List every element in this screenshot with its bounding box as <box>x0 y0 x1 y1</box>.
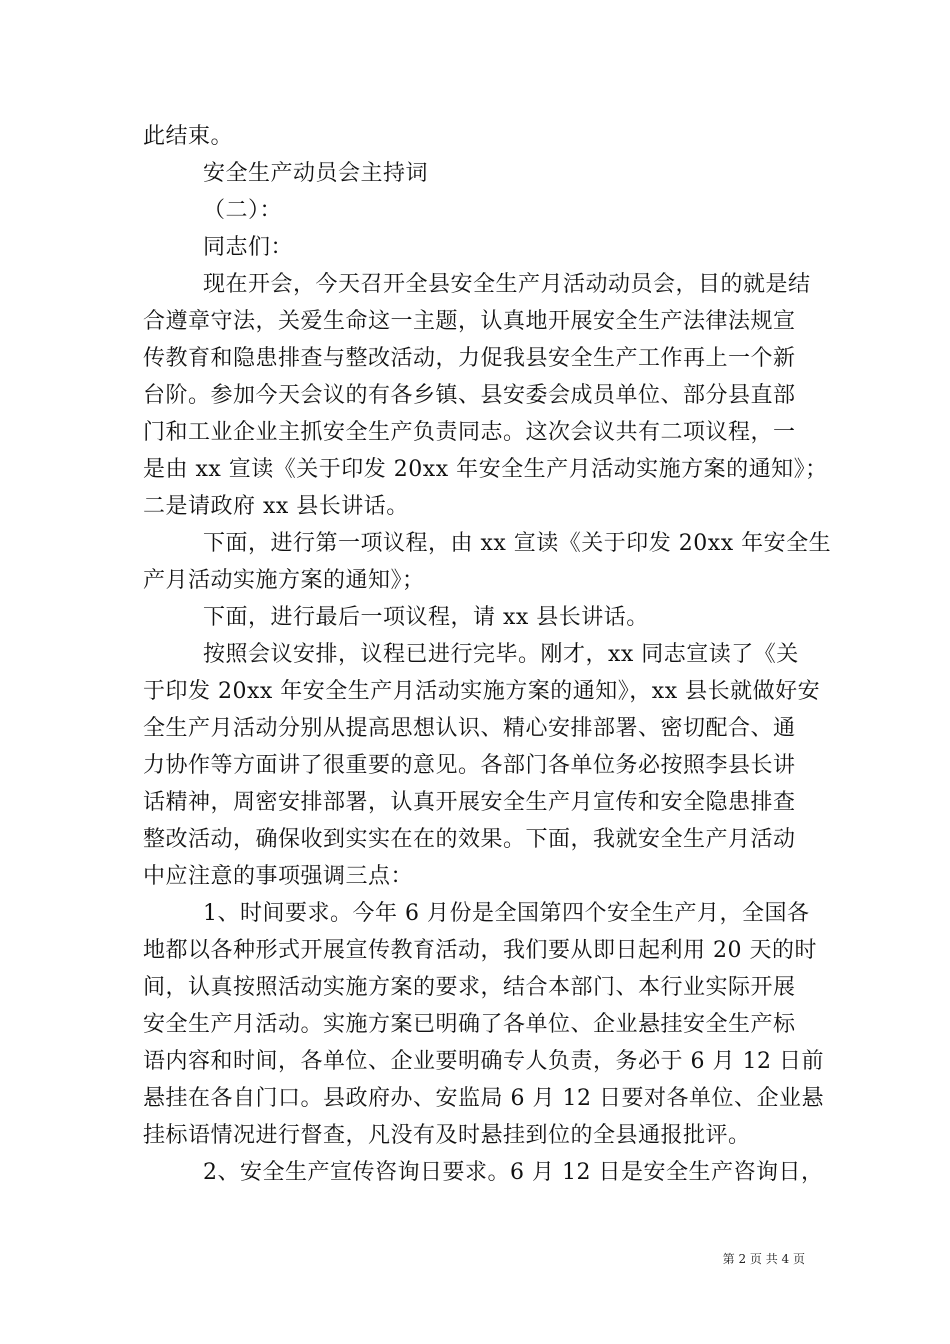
text-line: 下面，进行最后一项议程，请 xx 县长讲话。 <box>203 605 649 630</box>
text-line: 此结束。 <box>143 124 234 149</box>
text-line: 门和工业企业主抓安全生产负责同志。这次会议共有二项议程，一 <box>143 420 796 445</box>
text-line: 二是请政府 xx 县长讲话。 <box>143 494 409 519</box>
text-line: 力协作等方面讲了很重要的意见。各部门各单位务必按照李县长讲 <box>143 753 796 778</box>
text-line: 悬挂在各自门口。县政府办、安监局 6 月 12 日要对各单位、企业悬 <box>143 1086 824 1111</box>
page-number-footer: 第 2 页 共 4 页 <box>722 1252 805 1266</box>
text-line: 按照会议安排，议程已进行完毕。刚才，xx 同志宣读了《关 <box>203 642 799 667</box>
text-line: 语内容和时间，各单位、企业要明确专人负责，务必于 6 月 12 日前 <box>143 1049 824 1074</box>
text-line: 地都以各种形式开展宣传教育活动，我们要从即日起利用 20 天的时 <box>143 938 817 963</box>
text-line: 产月活动实施方案的通知》； <box>143 568 425 593</box>
text-line: 台阶。参加今天会议的有各乡镇、县安委会成员单位、部分县直部 <box>143 383 796 408</box>
text-line: 整改活动，确保收到实实在在的效果。下面，我就安全生产月活动 <box>143 827 796 852</box>
text-line: 话精神，周密安排部署，认真开展安全生产月宣传和安全隐患排查 <box>143 790 796 815</box>
text-line: 是由 xx 宣读《关于印发 20xx 年安全生产月活动实施方案的通知》； <box>143 457 828 482</box>
text-line: 传教育和隐患排查与整改活动，力促我县安全生产工作再上一个新 <box>143 346 796 371</box>
text-line: 全生产月活动分别从提高思想认识、精心安排部署、密切配合、通 <box>143 716 796 741</box>
text-line: 中应注意的事项强调三点： <box>143 864 414 889</box>
text-line: 安全生产月活动。实施方案已明确了各单位、企业悬挂安全生产标 <box>143 1012 796 1037</box>
text-line: 2、安全生产宣传咨询日要求。6 月 12 日是安全生产咨询日， <box>203 1160 824 1185</box>
text-line: 1、时间要求。今年 6 月份是全国第四个安全生产月，全国各 <box>203 901 810 926</box>
text-line: 挂标语情况进行督查，凡没有及时悬挂到位的全县通报批评。 <box>143 1123 751 1148</box>
text-line: 现在开会，今天召开全县安全生产月活动动员会，目的就是结 <box>203 272 811 297</box>
document-body <box>143 118 832 1191</box>
text-line: （二）： <box>203 198 283 223</box>
text-line: 下面，进行第一项议程，由 xx 宣读《关于印发 20xx 年安全生 <box>203 531 832 556</box>
text-line: 安全生产动员会主持词 <box>203 161 429 186</box>
text-line: 同志们： <box>203 235 294 260</box>
text-line: 间，认真按照活动实施方案的要求，结合本部门、本行业实际开展 <box>143 975 796 1000</box>
text-line: 于印发 20xx 年安全生产月活动实施方案的通知》，xx 县长就做好安 <box>143 679 821 704</box>
text-line: 合遵章守法，关爱生命这一主题，认真地开展安全生产法律法规宣 <box>143 309 796 334</box>
